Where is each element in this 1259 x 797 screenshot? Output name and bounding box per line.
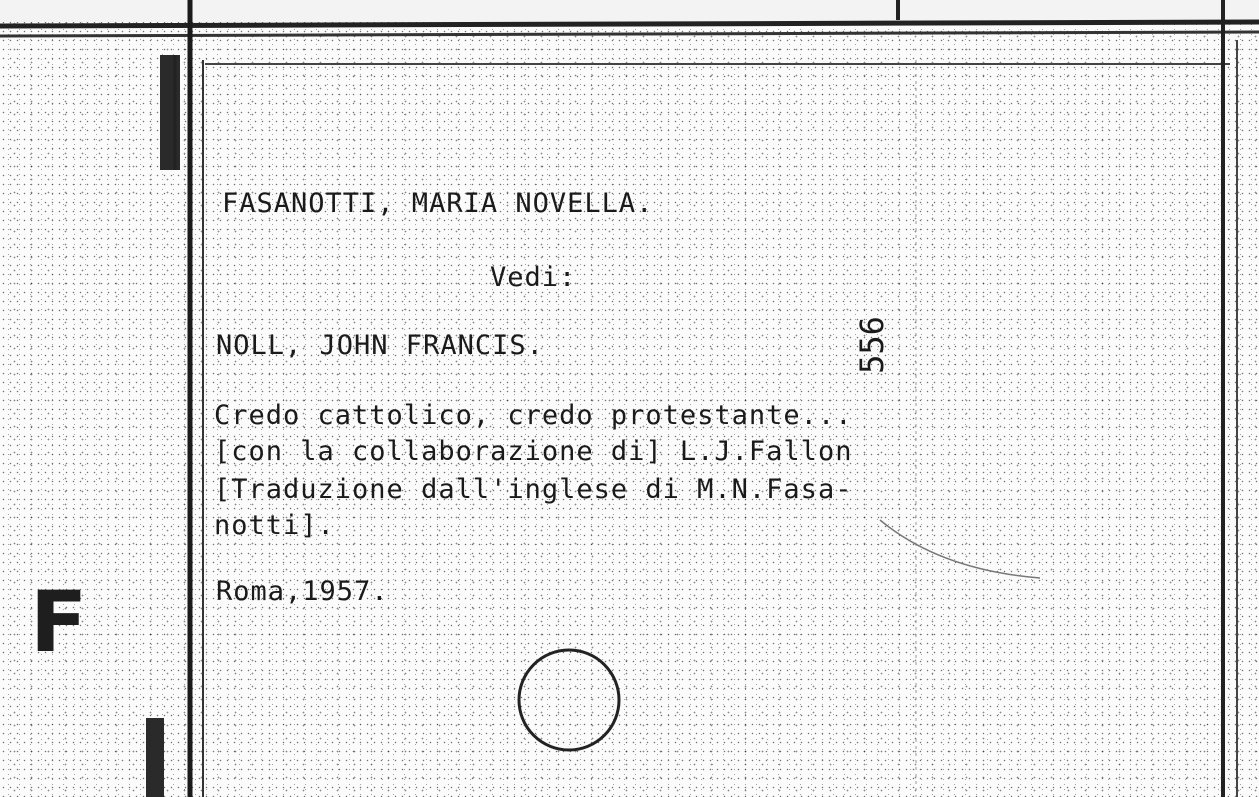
author-name: NOLL, JOHN FRANCIS. xyxy=(216,330,544,361)
pencil-mark xyxy=(880,520,1040,578)
title-line-1: Credo cattolico, credo protestante... xyxy=(214,400,853,431)
see-also-label: Vedi: xyxy=(490,262,577,293)
title-line-4: notti]. xyxy=(214,510,335,541)
call-number: 556 xyxy=(853,316,891,374)
imprint: Roma,1957. xyxy=(216,576,389,607)
binding-bar-top xyxy=(160,55,180,170)
drawer-index-letter: F xyxy=(30,573,88,671)
card-heading: FASANOTTI, MARIA NOVELLA. xyxy=(222,188,654,219)
punch-hole xyxy=(519,650,619,750)
title-line-2: [con la collaborazione di] L.J.Fallon xyxy=(214,436,853,467)
title-line-3: [Traduzione dall'inglese di M.N.Fasa- xyxy=(214,474,853,505)
binding-bar-bottom xyxy=(146,718,164,797)
